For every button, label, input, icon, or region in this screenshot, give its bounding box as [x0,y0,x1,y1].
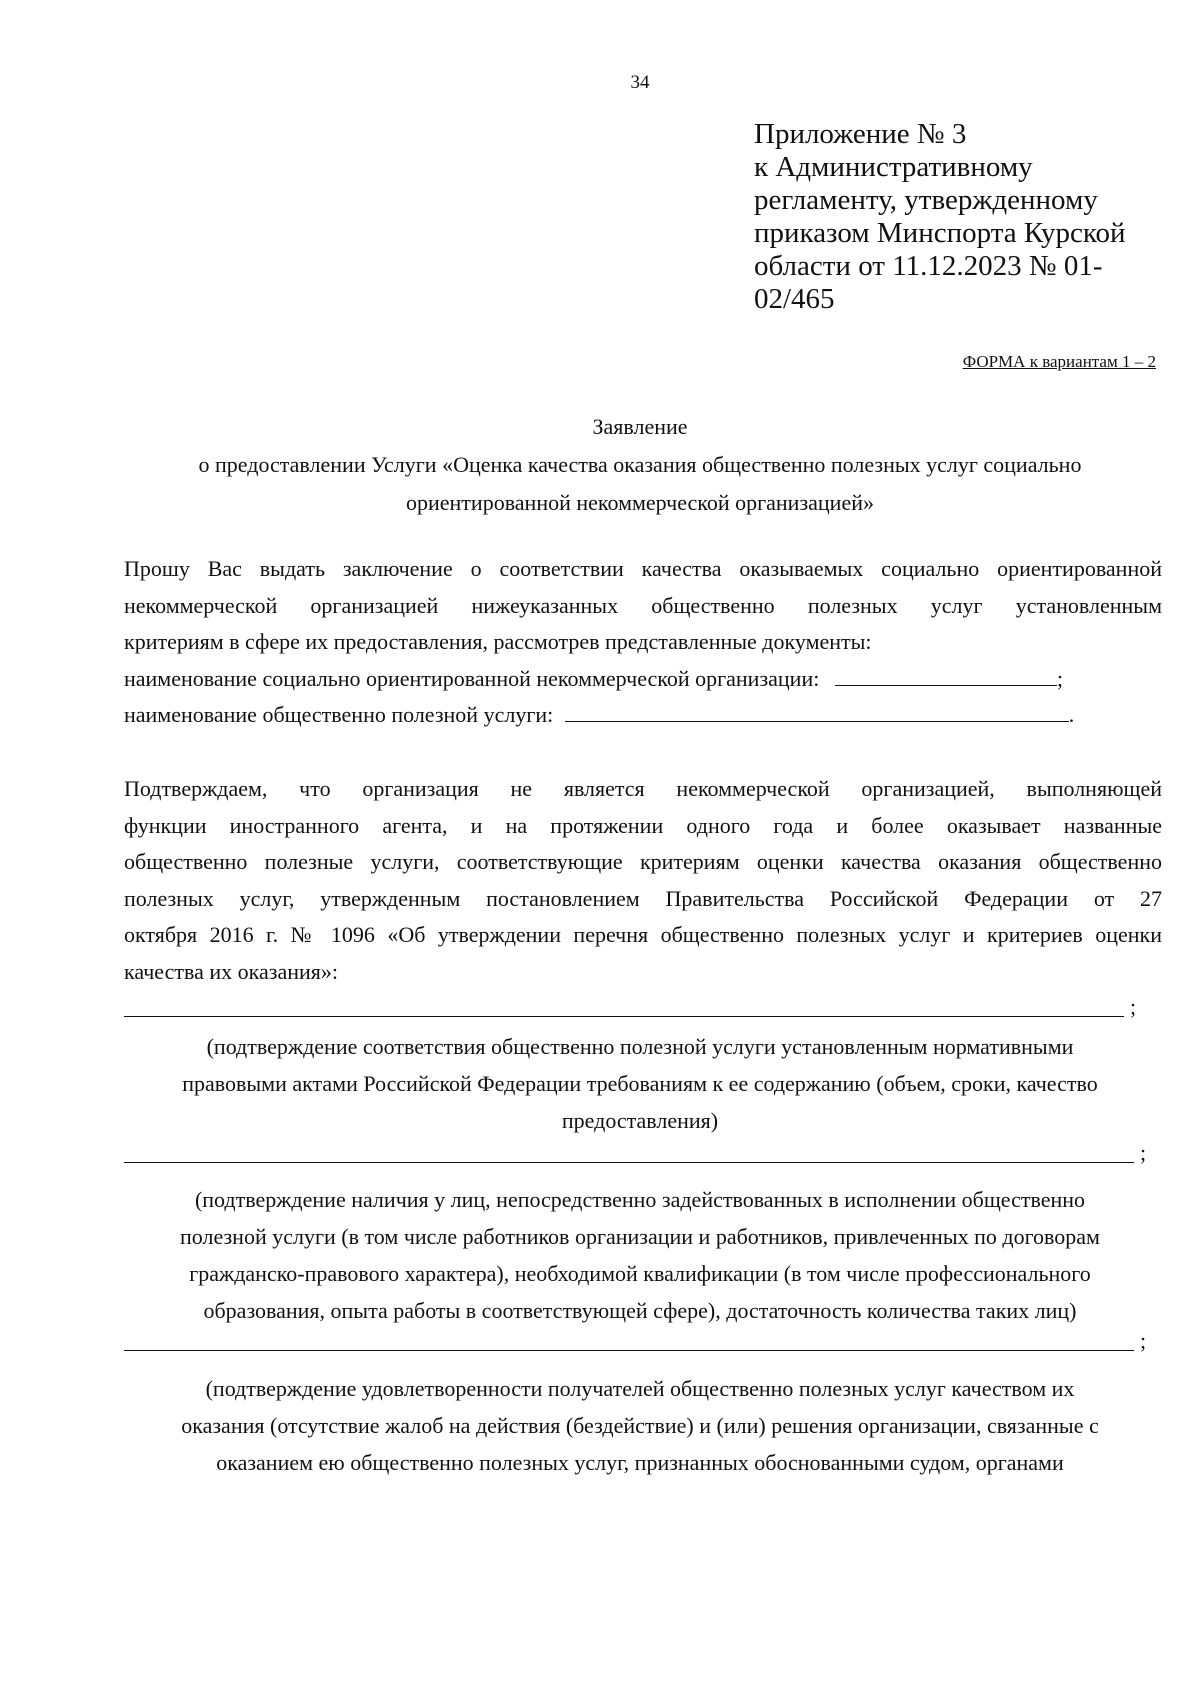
appendix-line: регламенту, утвержденному [754,184,1098,216]
caption-line: оказанием ею общественно полезных услуг, признанных обоснованными судом, органами [216,1450,1064,1475]
entry-line-2[interactable] [124,1162,1134,1163]
caption-line: (подтверждение соответствия общественно полезной услуги установленным нормативными [206,1034,1074,1059]
service-name-row [124,697,1162,734]
caption-line: правовыми актами Российской Федерации требованиям к ее содержанию (объем, сроки, качество [182,1071,1098,1096]
org-name-end: ; [1056,665,1063,691]
entry-line-1[interactable] [124,1016,1124,1017]
entry-line-1-end: ; [1130,994,1137,1019]
service-name-end: . [1068,702,1075,727]
document-title [118,408,1162,522]
caption-line: предоставления) [561,1108,719,1133]
caption-line: образования, опыта работы в соответствующей сфере), достаточность количества таких лиц) [203,1298,1077,1323]
confirm-line: функции иностранного агента, и на протяжении одного года и более оказывает названные [124,812,1162,838]
caption-line: оказания (отсутствие жалоб на действия (бездействие) и (или) решения организации, связанные с [181,1413,1099,1438]
title-line: о предоставлении Услуги «Оценка качества оказания общественно полезных услуг социально [198,452,1082,477]
appendix-line: приказом Минспорта Курской [754,217,1126,249]
entry-line-3-end: ; [1140,1328,1147,1353]
request-line: критериям в сфере их предоставления, рассмотрев представленные документы: [124,629,872,654]
caption-line: полезной услуги (в том числе работников организации и работников, привлеченных по договорам [180,1224,1100,1249]
caption-line: (подтверждение наличия у лиц, непосредственно задействованных в исполнении общественно [194,1187,1086,1212]
appendix-line: 02/465 [754,283,835,315]
caption-content-compliance [118,1028,1162,1139]
caption-line: (подтверждение удовлетворенности получателей общественно полезных услуг качеством их [205,1376,1075,1401]
form-variant-label: ФОРМА к вариантам 1 – 2 [962,352,1156,371]
title-line: ориентированной некоммерческой организацией» [406,490,874,515]
confirm-line: Подтверждаем, что организация не является некоммерческой организацией, выполняющей [124,776,1162,801]
appendix-line: Приложение № 3 [754,118,967,150]
org-name-label: наименование социально ориентированной некоммерческой организации: [124,665,820,691]
request-line: Прошу Вас выдать заключение о соответствии качества оказываемых социально ориентированной [124,556,1162,581]
title-heading: Заявление [592,414,688,439]
confirm-line: общественно полезные услуги, соответствующие критериям оценки качества оказания общественно [124,849,1162,874]
service-name-label: наименование общественно полезной услуги: [124,702,554,727]
appendix-line: области от 11.12.2023 № 01- [754,250,1103,282]
entry-line-2-end: ; [1140,1140,1147,1165]
confirm-line: полезных услуг, утвержденным постановлением Правительства Российской Федерации от 27 [124,885,1162,911]
service-name-field[interactable] [565,699,1069,722]
appendix-line: к Административному [754,151,1033,183]
confirm-line: октября 2016 г. № 1096 «Об утверждении перечня общественно полезных услуг и критериев оценки [124,922,1162,947]
caption-recipient-satisfaction [118,1370,1162,1481]
appendix-header [754,118,1154,316]
request-line: некоммерческой организацией нижеуказанных общественно полезных услуг установленным [124,592,1162,618]
confirm-paragraph [124,771,1162,990]
org-name-field[interactable] [835,663,1057,686]
confirm-line: качества их оказания»: [124,958,338,984]
org-name-row [124,661,1162,698]
caption-line: гражданско-правового характера), необходимой квалификации (в том числе профессионального [189,1261,1091,1286]
caption-staff-qualification [118,1181,1162,1329]
page-number: 34 [630,72,650,93]
entry-line-3[interactable] [124,1350,1134,1351]
request-paragraph [124,551,1162,734]
